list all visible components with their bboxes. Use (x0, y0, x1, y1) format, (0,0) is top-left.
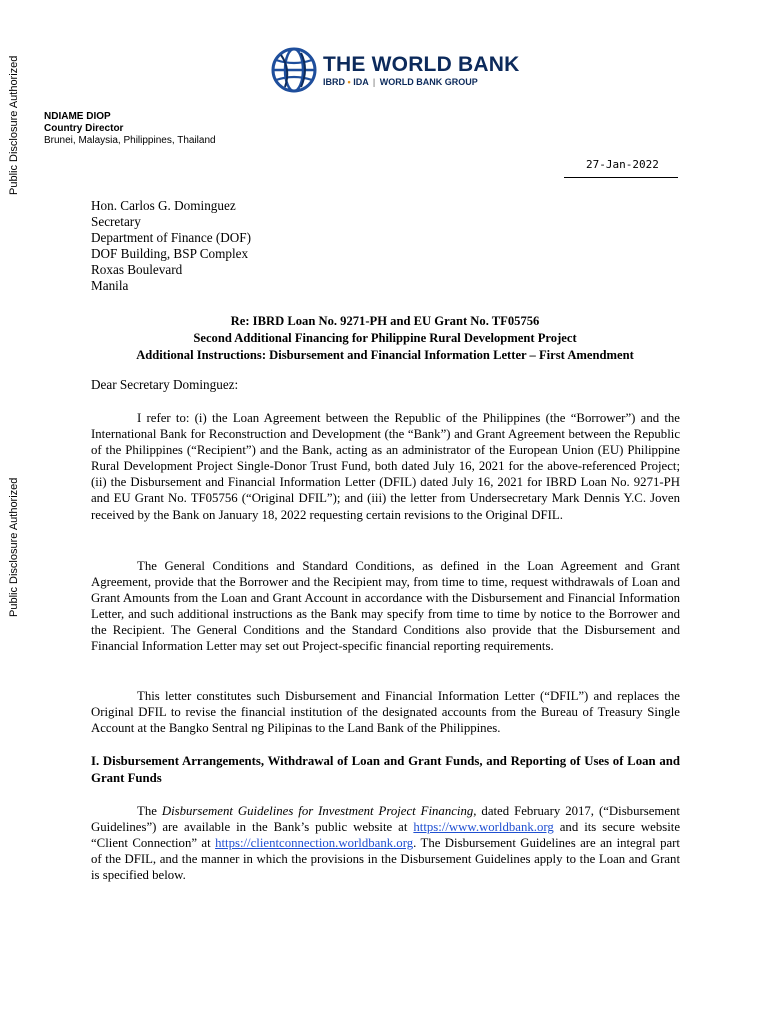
paragraph-3: This letter constitutes such Disbursement and Financial Information Letter (“DFIL”) and replaces the Original DFIL to revise the financial institution of the designated accounts from the Bureau of Treasury Single Account at the Bangko Sentral ng Pilipinas to the Land Bank of the Philippines. (91, 689, 680, 736)
addressee-building: DOF Building, BSP Complex (91, 246, 249, 261)
addressee-dept: Department of Finance (DOF) (91, 230, 252, 245)
subject-block (60, 313, 710, 364)
logo-title: THE WORLD BANK (323, 52, 520, 76)
subject-line-2: Second Additional Financing for Philippine Rural Development Project (193, 331, 577, 345)
salutation: Dear Secretary Dominguez: (91, 377, 239, 392)
public-disclosure-label-middle: Public Disclosure Authorized (8, 477, 20, 617)
addressee-street: Roxas Boulevard (91, 262, 183, 277)
worldbank-website-link[interactable]: https://www.worldbank.org (413, 820, 554, 835)
paragraph-4 (91, 803, 680, 883)
p4-text-a: The (137, 804, 162, 818)
subject-line-1: Re: IBRD Loan No. 9271-PH and EU Grant No. TF05756 (230, 314, 540, 328)
letter-date: 27-Jan-2022 (564, 158, 678, 178)
p4-guidelines-title: Disbursement Guidelines for Investment Project Financing, (161, 804, 477, 818)
world-bank-globe-icon (271, 47, 317, 93)
paragraph-1: I refer to: (i) the Loan Agreement between the Republic of the Philippines (the “Borrower”) and the International Bank for Reconstruction and Development (the “Bank”) and Grant Agreement between the Republic of the Philippines (“Recipient”) and the Bank, acting as an administrator of the European Union (EU) Philippine Rural Development Project Single-Donor Trust Fund, both dated July 16, 2021 for the above-referenced Project; (ii) the Disbursement and Financial Information Letter (DFIL) dated July 16, 2021 for IBRD Loan No. 9271-PH and EU Grant No. TF05756 (“Original DFIL”); and (iii) the letter from Undersecretary Mark Dennis Y.C. Joven received by the Bank on January 18, 2022 requesting certain revisions to the Original DFIL. (91, 411, 680, 522)
client-connection-link[interactable]: https://clientconnection.worldbank.org (215, 836, 414, 851)
sender-block (44, 111, 216, 147)
addressee-title: Secretary (91, 214, 141, 229)
logo-group: WORLD BANK GROUP (379, 76, 478, 87)
logo-separator: | (372, 76, 376, 87)
subject-line-3: Additional Instructions: Disbursement and Financial Information Letter – First Amendment (136, 348, 634, 362)
sender-title: Country Director (44, 123, 124, 134)
p4-text-c: and its secure website “Client Connection” at (91, 820, 680, 851)
addressee-block (91, 198, 251, 294)
public-disclosure-label-top: Public Disclosure Authorized (8, 55, 20, 195)
section-1-heading: I. Disbursement Arrangements, Withdrawal of Loan and Grant Funds, and Reporting of Uses of Loan and Grant Funds (91, 754, 680, 785)
logo-subtitle (323, 77, 519, 87)
addressee-name: Hon. Carlos G. Dominguez (91, 198, 236, 213)
logo-dot: • (347, 76, 351, 87)
sender-name: NDIAME DIOP (44, 111, 111, 122)
sender-countries: Brunei, Malaysia, Philippines, Thailand (44, 135, 216, 146)
addressee-city: Manila (91, 278, 129, 293)
p4-text-b: dated February 2017, (“Disbursement Guidelines”) are available in the Bank’s public website at (91, 804, 680, 835)
logo-ida: IDA (353, 76, 369, 87)
paragraph-2: The General Conditions and Standard Conditions, as defined in the Loan Agreement and Grant Agreement, provide that the Borrower and the Recipient may, from time to time, request withdrawals of Loan and Grant Amounts from the Loan and Grant Account in accordance with the Disbursement and Financial Information Letter, and such additional instructions as the Bank may specify from time to time by notice to the Borrower and the Recipient. The General Conditions and the Standard Conditions also provide that the Disbursement and Financial Information Letter may set out Project-specific financial reporting requirements. (91, 559, 680, 654)
world-bank-logo (271, 47, 519, 93)
p4-text-d: . The Disbursement Guidelines are an integral part of the DFIL, and the manner in which the provisions in the Disbursement Guidelines apply to the Loan and Grant is specified below. (91, 836, 680, 883)
logo-ibrd: IBRD (323, 76, 345, 87)
